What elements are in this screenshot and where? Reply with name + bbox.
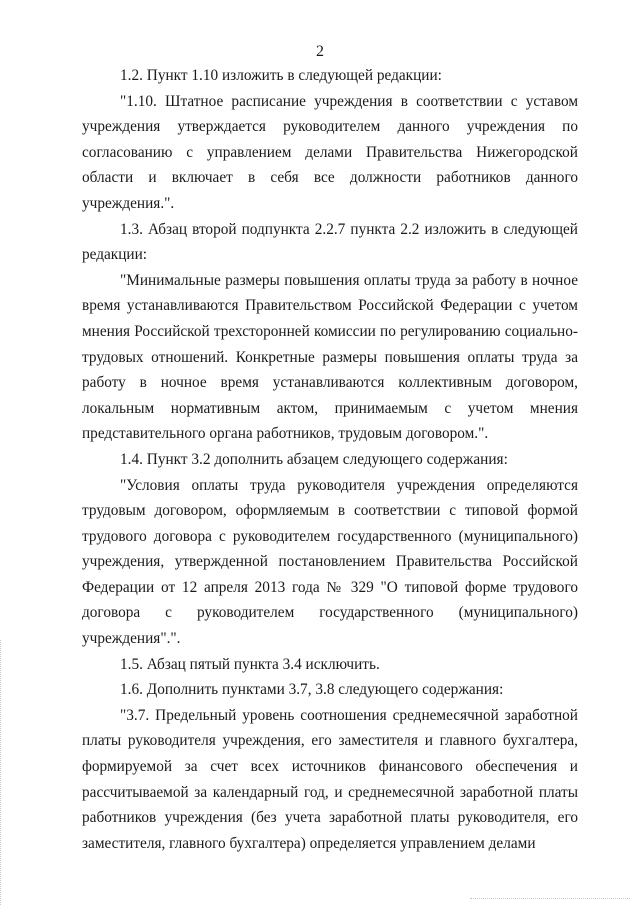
paragraph-1-5: 1.5. Абзац пятый пункта 3.4 исключить. [120, 655, 380, 673]
paragraph-1-3: 1.3. Абзац второй подпункта 2.2.7 пункта 2.2 изложить в следующей редакции: [82, 220, 578, 264]
paragraph-1-6: 1.6. Дополнить пунктами 3.7, 3.8 следующего содержания: [120, 681, 504, 699]
paragraph-1-2: 1.2. Пункт 1.10 изложить в следующей редакции: [120, 67, 442, 84]
document-body [82, 63, 578, 856]
paragraph-director-pay-text: "Условия оплаты труда руководителя учреждения определяются трудовым договором, оформляемым в соответствии с типовой формой трудового договора с руководителем государственного (муниципального) учреждения, утвержденной постановлением Правительства Российской Федерации от 12 апреля 2013 года № 329 "О типовой форме трудового договора с руководителем государственного (муниципального) учреждения".". [82, 476, 578, 648]
paragraph-1-4: 1.4. Пункт 3.2 дополнить абзацем следующего содержания: [120, 450, 508, 468]
page-number: 2 [316, 43, 324, 60]
scan-edge-marks [0, 640, 4, 905]
paragraph-1-10-text: "1.10. Штатное расписание учреждения в соответствии с уставом учреждения утверждается руководителем данного учреждения по согласованию с управлением делами Правительства Нижегородской области и включает в себя все должности работников данного учреждения.". [82, 92, 578, 212]
scan-bottom-marks [470, 896, 630, 899]
paragraph-3-7-text: "3.7. Предельный уровень соотношения среднемесячной заработной платы руководителя учреждения, его заместителя и главного бухгалтера, формируемой за счет всех источников финансового обеспечения и рассчитываемой за календарный год, и среднемесячной заработной платы работников учреждения (без учета заработной платы руководителя, его заместителя, главного бухгалтера) определяется управлением делами [82, 706, 578, 852]
paragraph-night-pay-text: "Минимальные размеры повышения оплаты труда за работу в ночное время устанавливаются Правительством Российской Федерации с учетом мнения Российской трехсторонней комиссии по регулированию социально-трудовых отношений. Конкретные размеры повышения оплаты труда за работу в ночное время устанавливаются коллективным договором, локальным нормативным актом, принимаемым с учетом мнения представительного органа работников, трудовым договором.". [82, 271, 578, 443]
